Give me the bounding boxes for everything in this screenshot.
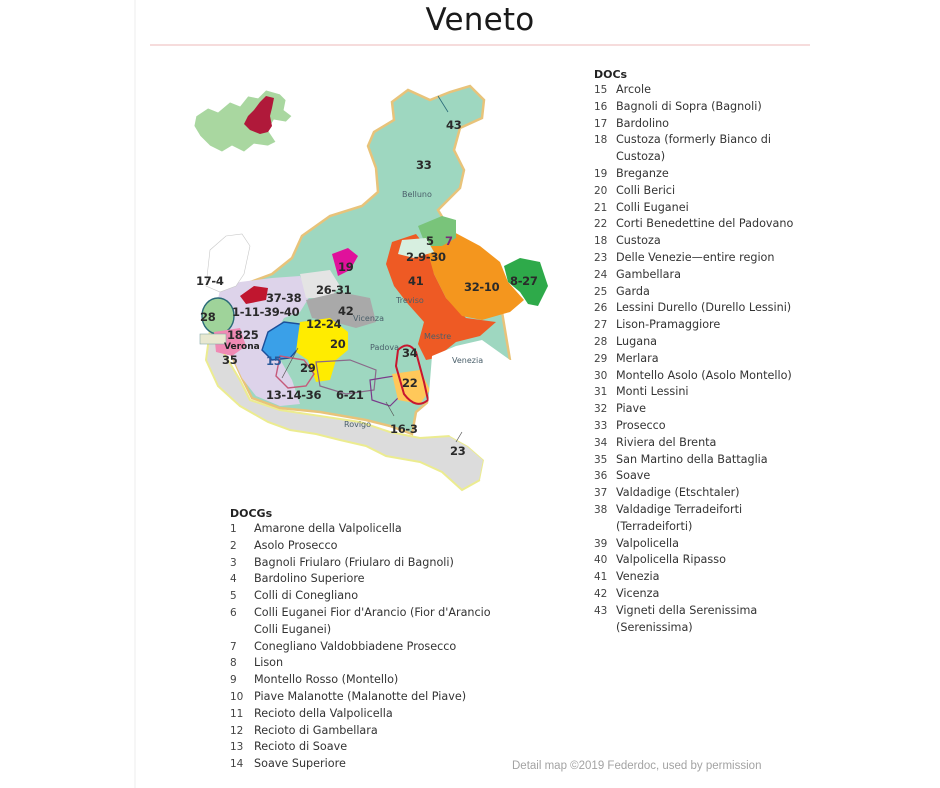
legend-item: 13 Recioto di Soave [230, 740, 348, 754]
legend-item: 32 Piave [594, 402, 646, 416]
legend-item: 14 Soave Superiore [230, 757, 346, 771]
legend-item: 34 Riviera del Brenta [594, 435, 717, 449]
zone-label-16-3: 16-3 [390, 422, 418, 436]
legend-item: 6 Colli Euganei Fior d'Arancio (Fior d'Arancio Colli Euganei) [230, 605, 491, 636]
zone-label-20: 20 [330, 337, 346, 351]
legend-doc [594, 68, 794, 636]
city-treviso: Treviso [396, 296, 424, 305]
page-margin-line [134, 0, 136, 788]
legend-item: 18 Custoza (formerly Bianco di Custoza) [594, 133, 771, 164]
legend-item: 29 Merlara [594, 351, 659, 365]
zone-label-34: 34 [402, 346, 418, 360]
legend-item: 17 Bardolino [594, 116, 670, 130]
legend-item: 38 Valdadige Terradeiforti (Terradeiforti) [594, 502, 743, 533]
legend-item: 5 Colli di Conegliano [230, 589, 359, 603]
zone-label-19: 19 [338, 260, 354, 274]
zone-san-martino [200, 334, 226, 344]
zone-label-7: 7 [445, 234, 453, 248]
zone-label-12-24: 12-24 [306, 317, 342, 331]
legend-item: 15 Arcole [594, 83, 651, 96]
legend-docg-heading: DOCGs [230, 507, 273, 520]
zone-label-43: 43 [446, 118, 462, 132]
zone-label-15: 15 [266, 354, 282, 368]
zone-label-6-21: 6-21 [336, 388, 364, 402]
zone-label-5: 5 [426, 234, 434, 248]
legend-item: 23 Delle Venezie—entire region [594, 250, 775, 264]
legend-item: 3 Bagnoli Friularo (Friularo di Bagnoli) [230, 555, 454, 569]
legend-item: 31 Monti Lessini [594, 385, 689, 399]
zone-label-17-4: 17-4 [196, 274, 224, 288]
legend-item: 24 Gambellara [594, 267, 681, 281]
legend-item: 22 Corti Benedettine del Padovano [594, 217, 794, 231]
legend-item: 8 Lison [230, 656, 284, 670]
legend-item: 7 Conegliano Valdobbiadene Prosecco [230, 639, 457, 653]
legend-item: 4 Bardolino Superiore [230, 572, 365, 586]
legend-item: 37 Valdadige (Etschtaler) [594, 486, 740, 500]
zone-label-2-9-30: 2-9-30 [406, 250, 446, 264]
veneto-doc-map [180, 60, 580, 500]
title-divider [150, 44, 810, 46]
zone-label-28: 28 [200, 310, 216, 324]
legend-item: 12 Recioto di Gambellara [230, 723, 378, 737]
city-venezia: Venezia [452, 356, 484, 365]
zone-label-25: 25 [243, 328, 259, 342]
legend-item: 27 Lison-Pramaggiore [594, 318, 721, 332]
legend-item: 35 San Martino della Battaglia [594, 452, 768, 466]
legend-item: 28 Lugana [594, 334, 658, 348]
zone-label-42: 42 [338, 304, 354, 318]
zone-label-41: 41 [408, 274, 424, 288]
legend-item: 26 Lessini Durello (Durello Lessini) [594, 301, 792, 315]
zone-label-13-14-36: 13-14-36 [266, 388, 322, 402]
legend-item: 10 Piave Malanotte (Malanotte del Piave) [230, 689, 467, 703]
legend-item: 36 Soave [594, 469, 651, 483]
zone-label-1-11-39-40: 1-11-39-40 [232, 305, 300, 319]
legend-item: 20 Colli Berici [594, 183, 676, 197]
zone-label-37-38: 37-38 [266, 291, 302, 305]
city-mestre: Mestre [424, 332, 452, 341]
legend-item: 18 Custoza [594, 234, 661, 248]
city-padova: Padova [370, 343, 399, 352]
zone-label-22: 22 [402, 376, 418, 390]
city-verona: Verona [224, 342, 260, 352]
zone-label-26-31: 26-31 [316, 283, 352, 297]
legend-item: 9 Montello Rosso (Montello) [230, 673, 399, 687]
legend-item: 1 Amarone della Valpolicella [230, 522, 402, 535]
zone-label-32-10: 32-10 [464, 280, 500, 294]
legend-item: 42 Vicenza [594, 586, 660, 600]
page-title: Veneto [425, 2, 535, 38]
zone-label-8-27: 8-27 [510, 274, 538, 288]
legend-item: 2 Asolo Prosecco [230, 538, 338, 552]
city-belluno: Belluno [402, 190, 432, 199]
city-rovigo: Rovigo [344, 420, 372, 429]
legend-docg [230, 507, 500, 773]
legend-item: 19 Breganze [594, 166, 669, 180]
legend-item: 40 Valpolicella Ripasso [594, 553, 726, 567]
legend-item: 41 Venezia [594, 570, 660, 584]
legend-item: 21 Colli Euganei [594, 200, 689, 214]
zone-label-23: 23 [450, 444, 466, 458]
zone-label-33: 33 [416, 158, 432, 172]
legend-item: 11 Recioto della Valpolicella [230, 706, 393, 720]
zone-label-29: 29 [300, 361, 316, 375]
legend-doc-heading: DOCs [594, 68, 628, 81]
legend-item: 39 Valpolicella [594, 536, 680, 550]
legend-item: 25 Garda [594, 284, 650, 298]
zone-label-35: 35 [222, 353, 238, 367]
zone-label-18: 18 [227, 328, 243, 342]
map-credit: Detail map ©2019 Federdoc, used by permission [512, 760, 762, 772]
city-vicenza: Vicenza [353, 314, 385, 323]
legend-item: 16 Bagnoli di Sopra (Bagnoli) [594, 99, 762, 113]
legend-item: 33 Prosecco [594, 418, 666, 432]
legend-item: 43 Vigneti della Serenissima (Serenissima) [594, 603, 758, 634]
legend-item: 30 Montello Asolo (Asolo Montello) [594, 368, 792, 382]
